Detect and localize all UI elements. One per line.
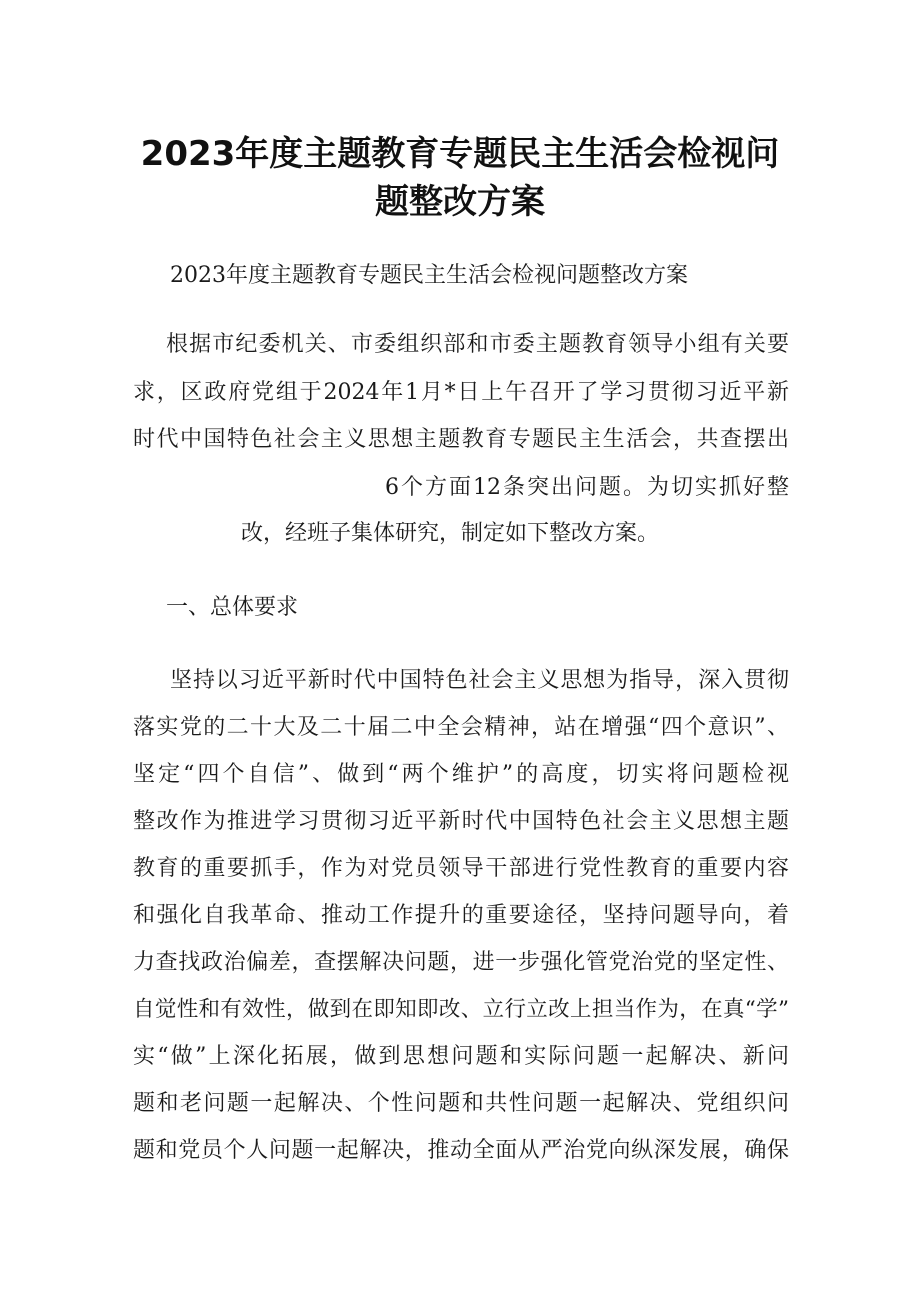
intro-line-4: 6个方面12条突出问题。为切实抓好整 [385, 475, 789, 500]
intro-line-2: 求，区政府党组于2024年1月*日上午召开了学习贯彻习近平新 [133, 380, 789, 405]
body-line-3: 坚定“四个自信”、做到“两个维护”的高度，切实将问题检视 [133, 762, 789, 787]
document-title-line-1: 2023年度主题教育专题民主生活会检视问 [140, 134, 780, 174]
document-subtitle: 2023年度主题教育专题民主生活会检视问题整改方案 [170, 263, 688, 288]
body-line-5: 教育的重要抓手，作为对党员领导干部进行党性教育的重要内容 [133, 856, 789, 881]
intro-line-3: 时代中国特色社会主义思想主题教育专题民主生活会，共查摆出 [133, 427, 789, 452]
body-line-11: 题和党员个人问题一起解决，推动全面从严治党向纵深发展，确保 [133, 1138, 789, 1163]
intro-line-5: 改，经班子集体研究，制定如下整改方案。 [241, 521, 660, 546]
body-line-10: 题和老问题一起解决、个性问题和共性问题一起解决、党组织问 [133, 1091, 789, 1116]
body-line-9: 实“做”上深化拓展，做到思想问题和实际问题一起解决、新问 [133, 1044, 789, 1069]
body-line-7: 力查找政治偏差，查摆解决问题，进一步强化管党治党的坚定性、 [133, 950, 789, 975]
body-line-8: 自觉性和有效性，做到在即知即改、立行立改上担当作为，在真“学” [133, 997, 789, 1022]
intro-line-1: 根据市纪委机关、市委组织部和市委主题教育领导小组有关要 [166, 332, 789, 357]
body-line-1: 坚持以习近平新时代中国特色社会主义思想为指导，深入贯彻 [170, 668, 789, 693]
section-heading-general-requirements: 一、总体要求 [166, 595, 299, 620]
body-line-6: 和强化自我革命、推动工作提升的重要途径，坚持问题导向，着 [133, 903, 789, 928]
document-title-line-2: 题整改方案 [375, 182, 545, 222]
body-line-2: 落实党的二十大及二十届二中全会精神，站在增强“四个意识”、 [133, 715, 789, 740]
body-line-4: 整改作为推进学习贯彻习近平新时代中国特色社会主义思想主题 [133, 809, 789, 834]
